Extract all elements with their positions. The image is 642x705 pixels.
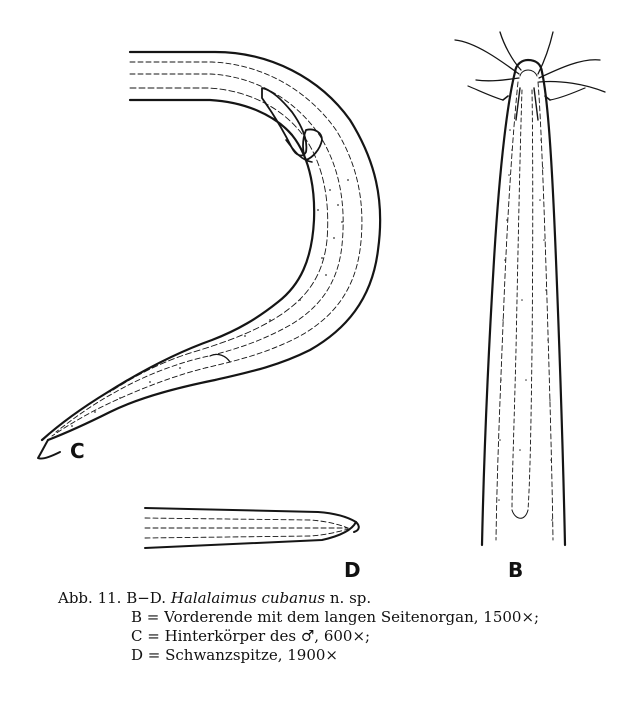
panel-c-inner-line	[52, 62, 362, 436]
panel-c-caudal-mark	[210, 354, 230, 362]
panel-b-lateral-organ	[512, 90, 522, 510]
caption-prefix: Abb. 11. B−D.	[58, 589, 167, 607]
panel-b-seta	[455, 40, 519, 74]
figure-caption	[58, 589, 618, 665]
panel-d-inner-line	[145, 529, 348, 538]
panel-c-tail-tip	[38, 440, 60, 459]
caption-suffix: n. sp.	[329, 589, 372, 607]
panel-b-seta	[539, 60, 600, 78]
panel-label-b: B	[508, 558, 524, 582]
panel-d-inner-line	[145, 518, 348, 528]
panel-c-inner-line	[56, 74, 343, 432]
caption-line-b: B = Vorderende mit dem langen Seitenorgan, 1500×;	[131, 608, 540, 626]
panel-b-seta	[550, 88, 585, 100]
panel-label-d: D	[344, 558, 361, 582]
panel-label-c: C	[70, 439, 85, 463]
panel-d-drawing	[145, 508, 359, 548]
caption-line-c: C = Hinterkörper des ♂, 600×;	[131, 627, 371, 645]
panel-b-left-outline	[482, 72, 515, 545]
panel-b-lateral-organ	[528, 90, 533, 510]
panel-b-seta-base	[503, 96, 508, 100]
panel-b-amphid	[516, 88, 538, 120]
panel-c-inner-line	[110, 88, 328, 392]
panel-b-dot-texture	[498, 129, 553, 521]
panel-b-lateral-organ-end	[512, 510, 528, 518]
panel-c-outer-outline	[48, 52, 380, 440]
caption-title	[58, 589, 618, 608]
caption-species: Halalaimus cubanus	[170, 589, 326, 607]
panel-b-right-outline	[542, 72, 565, 545]
panel-b-inner-line	[496, 82, 518, 540]
panel-b-seta	[468, 86, 503, 100]
panel-c-drawing	[38, 52, 380, 463]
caption-line-d: D = Schwanzspitze, 1900×	[131, 646, 338, 664]
panel-b-seta	[539, 81, 605, 92]
panel-b-drawing	[455, 32, 605, 545]
panel-b-head-inner	[520, 70, 537, 76]
